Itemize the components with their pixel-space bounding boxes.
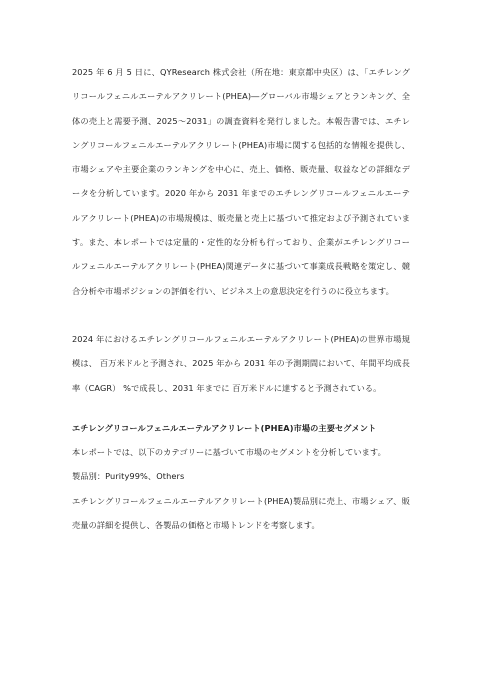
product-detail-paragraph: エチレングリコールフェニルエーテルアクリレート(PHEA)製品別に売上、市場シェア、販売量の詳細を提供し、各製品の価格と市場トレンドを考察します。 <box>72 495 410 531</box>
product-types-line: 製品別：Purity99%、Others <box>72 471 185 482</box>
market-size-paragraph: 2024 年におけるエチレングリコールフェニルエーテルアクリレート(PHEA)の世界市場規模は、 百万米ドルと予測され、2025 年から 2031 年の予測期間において、年間平均成長率（CAGR） %で成長し、2031 年までに 百万米ドルに達すると予測されている。 <box>72 333 410 393</box>
intro-paragraph: 2025 年 6 月 5 日に、QYResearch 株式会社（所在地：東京都中央区）は、「エチレングリコールフェニルエーテルアクリレート(PHEA)―グローバル市場シェアとランキング、全体の売上と需要予測、2025～2031」の調査資料を発行しました。本報告書では、エチレングリコールフェニルエーテルアクリレート(PHEA)市場に関する包括的な情報を提供し、市場シェアや主要企業のランキングを中心に、売上、価格、販売量、収益などの詳細なデータを分析しています。2020 年から 2031 年までのエチレングリコールフェニルエーテルアクリレート(PHEA)の市場規模は、販売量と売上に基づいて推定および予測されています。また、本レポートでは定量的・定性的な分析も行っており、企業がエチレングリコールフェニルエーテルアクリレート(PHEA)関連データに基づいて事業成長戦略を策定し、競合分析や市場ポジションの評価を行い、ビジネス上の意思決定を行うのに役立ちます。 <box>72 67 410 296</box>
segment-intro: 本レポートでは、以下のカテゴリーに基づいて市場のセグメントを分析しています。 <box>72 447 386 458</box>
segment-heading: エチレングリコールフェニルエーテルアクリレート(PHEA)市場の主要セグメント <box>72 422 377 433</box>
document-body <box>72 60 410 537</box>
